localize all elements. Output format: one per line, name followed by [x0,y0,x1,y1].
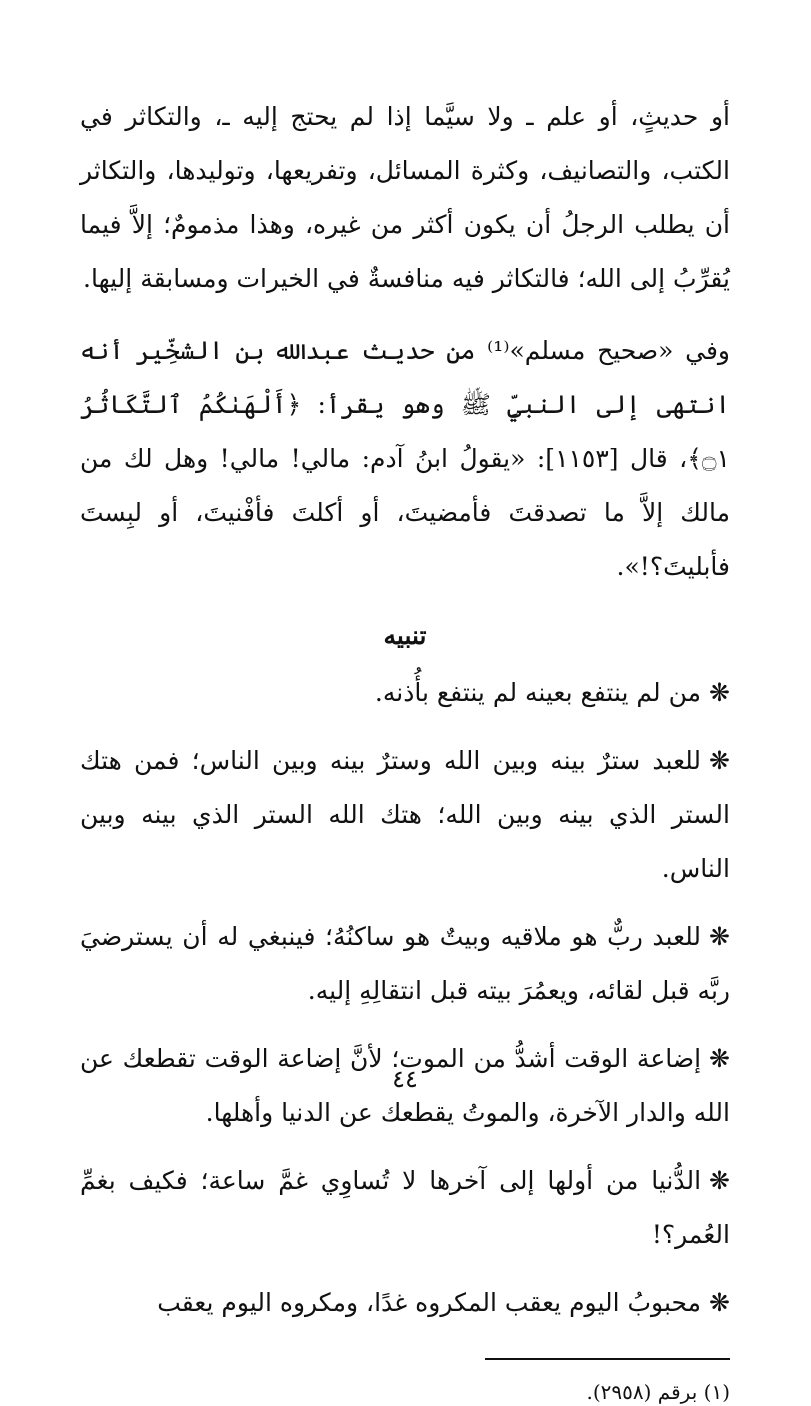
paragraph-2: وفي «صحيح مسلم»⁽¹⁾ من حديث عبدالله بن الشخِّير أنه انتهى إلى النبيِّ ﷺ وهو يقرأ: ﴿أَلْهَىٰكُمُ ٱلتَّكَاثُرُ ۝١﴾، قال [١١٥٣]: «يقولُ ابنُ آدم: مالي! مالي! وهل لك من مالك إلاَّ ما تصدقتَ فأمضيتَ، أو أكلتَ فأفْنيتَ، أو لبِستَ فأبليتَ؟!». [80,336,730,581]
page-number: ٤٤ [392,1065,418,1093]
footnote: (١) برقم (٢٩٥٨). [586,1380,730,1404]
footnote-divider [485,1358,730,1360]
bullet-text: الدُّنيا من أولها إلى آخرها لا تُساوِي غمَّ ساعة؛ فكيف بغمِّ العُمر؟! [80,1166,730,1249]
bullet-text: للعبد ربٌّ هو ملاقيه وبيتٌ هو ساكنُهُ؛ فينبغي له أن يسترضيَ ربَّه قبل لقائه، ويعمُرَ بيته قبل انتقالِهِ إليه. [80,922,730,1005]
bullet-item [80,734,730,896]
bullet-text: إضاعة الوقت أشدُّ من الموت؛ لأنَّ إضاعة الوقت تقطعك عن الله والدار الآخرة، والموتُ يقطعك عن الدنيا وأهلها. [80,1044,730,1127]
bullet-item [80,1154,730,1262]
bullet-star-icon: ❋ [709,1288,730,1317]
bullet-text: محبوبُ اليوم يعقب المكروه غدًا، ومكروه اليوم يعقب [157,1288,702,1317]
bullet-star-icon: ❋ [709,678,730,707]
section-heading: تنبيه [383,621,427,650]
bullet-star-icon: ❋ [709,746,730,775]
book-page [80,90,730,1404]
main-text [80,90,730,1330]
bullet-item [80,666,730,720]
bullet-star-icon: ❋ [709,1044,730,1073]
bullet-star-icon: ❋ [709,922,730,951]
paragraph-1: أو حديثٍ، أو علم ـ ولا سيَّما إذا لم يحتج إليه ـ، والتكاثر في الكتب، والتصانيف، وكثرة المسائل، وتفريعها، وتوليدها، والتكاثر أن يطلب الرجلُ أن يكون أكثر من غيره، وهذا مذمومٌ؛ إلاَّ فيما يُقرِّبُ إلى الله؛ فالتكاثر فيه منافسةٌ في الخيرات ومسابقة إليها. [80,102,730,293]
bullet-item [80,1276,730,1330]
bullet-text: من لم ينتفع بعينه لم ينتفع بأُذنه. [374,678,702,707]
bullet-star-icon: ❋ [709,1166,730,1195]
bullet-text: للعبد سترٌ بينه وبين الله وسترٌ بينه وبين الناس؛ فمن هتك الستر الذي بينه وبين الله؛ هتك الله الستر الذي بينه وبين الناس. [80,746,730,883]
bullet-item [80,910,730,1018]
